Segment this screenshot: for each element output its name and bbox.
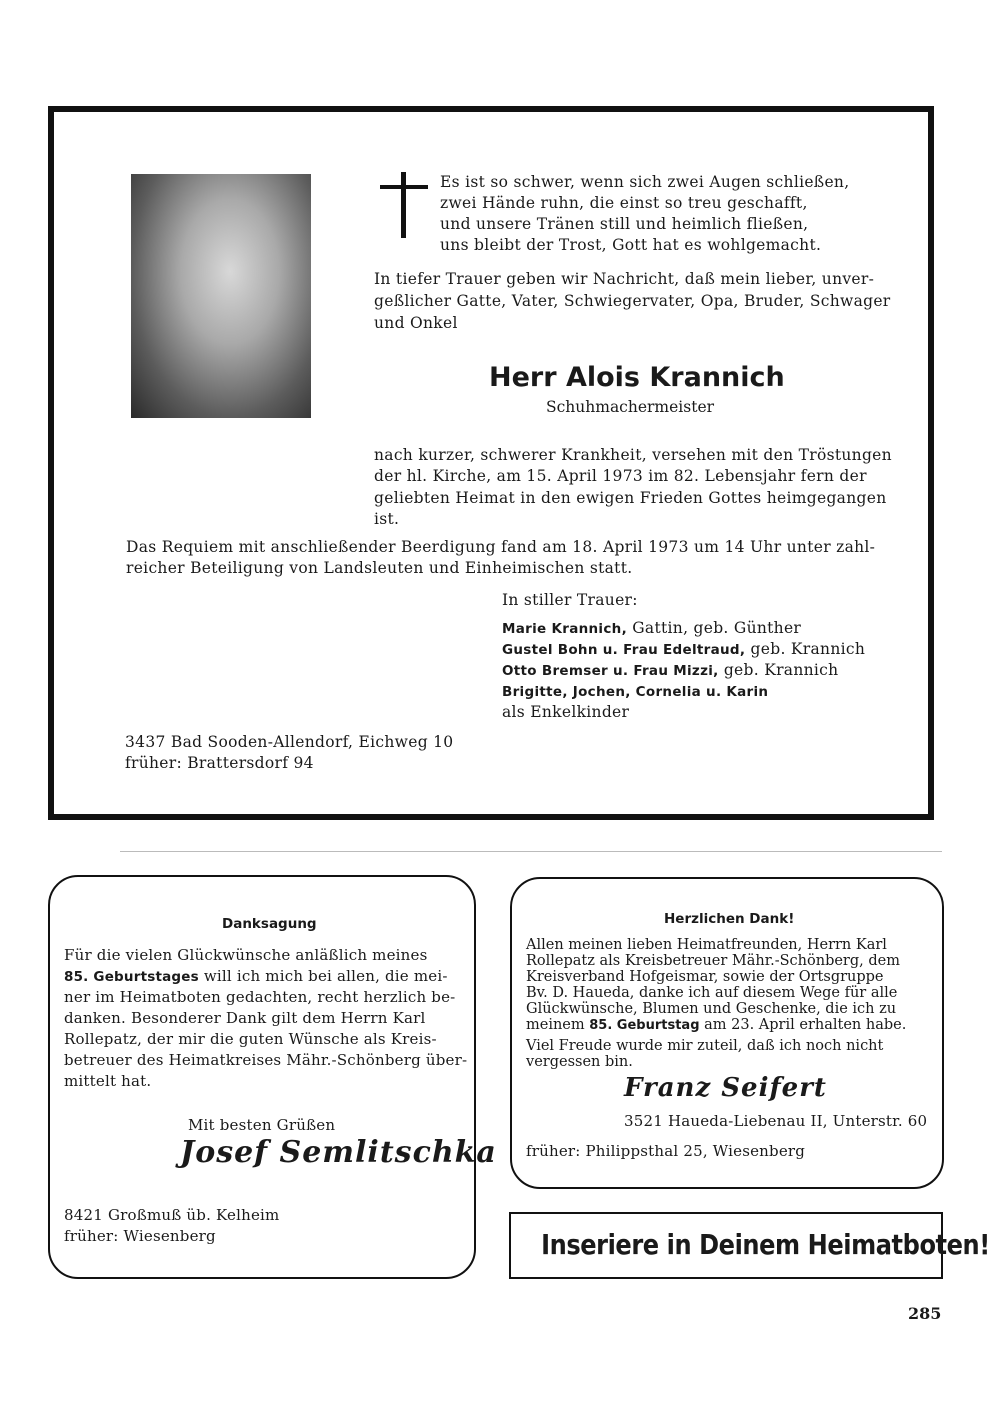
body-line-3: geliebten Heimat in den ewigen Frieden Gottes heimgegangen [374, 489, 887, 507]
portrait-photo [131, 174, 311, 418]
intro-line-2: geßlicher Gatte, Vater, Schwiegervater, Opa, Bruder, Schwager [374, 292, 891, 310]
mourners-title: In stiller Trauer: [502, 591, 638, 609]
mourner-4: Brigitte, Jochen, Cornelia u. Karin [502, 684, 769, 700]
poem-line-1: Es ist so schwer, wenn sich zwei Augen schließen, [440, 173, 850, 191]
dank-signature: Franz Seifert [624, 1073, 827, 1103]
herzlichen-dank-box [510, 877, 944, 1189]
address-line-1: 3437 Bad Sooden-Allendorf, Eichweg 10 [125, 733, 454, 751]
requiem-line-2: reicher Beteiligung von Landsleuten und Einheimischen statt. [126, 559, 633, 577]
danksagung-address-1: 8421 Großmuß üb. Kelheim [64, 1206, 280, 1224]
separator-line [120, 851, 942, 852]
dank-line-4: Bv. D. Haueda, danke ich auf diesem Wege für alle [526, 985, 898, 1001]
danksagung-title: Danksagung [222, 916, 317, 932]
danksagung-line-5: Rollepatz, der mir die guten Wünsche als Kreis- [64, 1030, 437, 1048]
body-line-4: ist. [374, 510, 400, 528]
intro-line-1: In tiefer Trauer geben wir Nachricht, daß mein lieber, unver- [374, 270, 875, 288]
danksagung-box [48, 875, 497, 1279]
danksagung-signature: Josef Semlitschka [180, 1135, 497, 1170]
herzlichen-dank-title: Herzlichen Dank! [664, 911, 795, 927]
mourner-3: Otto Bremser u. Frau Mizzi, geb. Krannich [502, 661, 839, 679]
danksagung-line-7: mittelt hat. [64, 1072, 152, 1090]
obituary-box [48, 106, 934, 820]
danksagung-address-2: früher: Wiesenberg [64, 1227, 216, 1245]
deceased-profession: Schuhmachermeister [546, 398, 715, 416]
dank-former: früher: Philippsthal 25, Wiesenberg [526, 1142, 806, 1160]
deceased-name: Herr Alois Krannich [489, 362, 785, 393]
danksagung-greeting: Mit besten Grüßen [188, 1116, 336, 1134]
requiem-line-1: Das Requiem mit anschließender Beerdigung fand am 18. April 1973 um 14 Uhr unter zahl- [126, 538, 876, 556]
advertisement-text: Inseriere in Deinem Heimatboten! [541, 1228, 990, 1261]
address-line-2: früher: Brattersdorf 94 [125, 754, 314, 772]
dank-line-7: Viel Freude wurde mir zuteil, daß ich noch nicht [526, 1038, 884, 1054]
dank-address: 3521 Haueda-Liebenau II, Unterstr. 60 [624, 1112, 928, 1130]
dank-line-2: Rollepatz als Kreisbetreuer Mähr.-Schönberg, dem [526, 953, 900, 969]
advertisement-box [509, 1212, 990, 1279]
danksagung-line-2: 85. Geburtstages will ich mich bei allen, die mei- [64, 967, 448, 985]
body-line-1: nach kurzer, schwerer Krankheit, versehen mit den Tröstungen [374, 446, 892, 464]
danksagung-line-4: danken. Besonderer Dank gilt dem Herrn Karl [64, 1009, 426, 1027]
dank-line-1: Allen meinen lieben Heimatfreunden, Herrn Karl [526, 937, 887, 953]
mourner-1: Marie Krannich, Gattin, geb. Günther [502, 619, 802, 637]
danksagung-line-1: Für die vielen Glückwünsche anläßlich meines [64, 946, 428, 964]
page-number: 285 [908, 1304, 942, 1323]
dank-line-3: Kreisverband Hofgeismar, sowie der Ortsgruppe [526, 969, 884, 985]
mourners-last: als Enkelkinder [502, 703, 630, 721]
dank-line-8: vergessen bin. [526, 1054, 633, 1070]
mourner-2: Gustel Bohn u. Frau Edeltraud, geb. Krannich [502, 640, 866, 658]
poem-line-4: uns bleibt der Trost, Gott hat es wohlgemacht. [440, 236, 822, 254]
dank-line-5: Glückwünsche, Blumen und Geschenke, die ich zu [526, 1001, 897, 1017]
dank-line-6: meinem 85. Geburtstag am 23. April erhalten habe. [526, 1017, 907, 1033]
cross-icon [380, 172, 428, 238]
danksagung-line-6: betreuer des Heimatkreises Mähr.-Schönberg über- [64, 1051, 468, 1069]
poem-line-2: zwei Hände ruhn, die einst so treu geschafft, [440, 194, 808, 212]
intro-line-3: und Onkel [374, 314, 458, 332]
poem-line-3: und unsere Tränen still und heimlich fließen, [440, 215, 809, 233]
body-line-2: der hl. Kirche, am 15. April 1973 im 82. Lebensjahr fern der [374, 467, 867, 485]
danksagung-line-3: ner im Heimatboten gedachten, recht herzlich be- [64, 988, 456, 1006]
